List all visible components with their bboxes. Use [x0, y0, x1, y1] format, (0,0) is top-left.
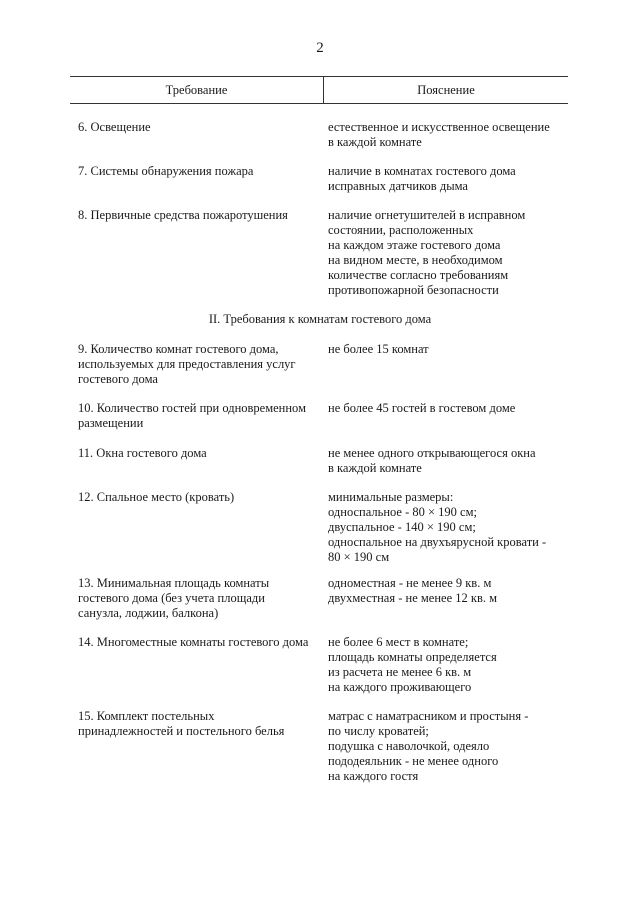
explanation-line: состоянии, расположенных [328, 223, 474, 237]
requirement-cell [78, 342, 328, 387]
explanation-line: пододеяльник - не менее одного [328, 754, 499, 768]
page-number: 2 [316, 40, 324, 56]
explanation-line: 80 × 190 см [328, 550, 390, 564]
requirement-cell [78, 576, 328, 621]
table-row [78, 120, 568, 150]
requirement-cell [78, 709, 328, 784]
explanation-line: не менее одного открывающегося окна [328, 446, 536, 460]
explanation-cell [328, 342, 568, 387]
explanation-line: противопожарной безопасности [328, 283, 499, 297]
requirement-line: размещении [78, 416, 144, 430]
explanation-cell [328, 401, 568, 431]
table-row [78, 164, 568, 194]
explanation-line: по числу кроватей; [328, 724, 429, 738]
explanation-line: количестве согласно требованиям [328, 268, 509, 282]
explanation-line: минимальные размеры: [328, 490, 454, 504]
table-row [78, 342, 568, 387]
explanation-cell [328, 490, 568, 565]
requirement-cell [78, 446, 328, 476]
requirement-cell [78, 490, 328, 565]
table-header [70, 76, 568, 104]
requirement-cell [78, 401, 328, 431]
explanation-line: на каждом этаже гостевого дома [328, 238, 501, 252]
explanation-cell [328, 446, 568, 476]
requirement-cell [78, 120, 328, 150]
explanation-line: наличие в комнатах гостевого дома [328, 164, 516, 178]
explanation-line: двуспальное - 140 × 190 см; [328, 520, 476, 534]
explanation-cell [328, 120, 568, 150]
explanation-line: не более 45 гостей в гостевом доме [328, 401, 516, 415]
requirement-line: гостевого дома [78, 372, 158, 386]
table-row [78, 401, 568, 431]
explanation-line: двухместная - не менее 12 кв. м [328, 591, 498, 605]
table-row [78, 635, 568, 695]
explanation-line: односпальное на двухъярусной кровати - [328, 535, 547, 549]
table-row [78, 709, 568, 784]
table-row [78, 576, 568, 621]
explanation-line: на видном месте, в необходимом [328, 253, 503, 267]
explanation-line: площадь комнаты определяется [328, 650, 497, 664]
requirement-line: используемых для предоставления услуг [78, 357, 296, 371]
requirement-line: гостевого дома (без учета площади [78, 591, 265, 605]
explanation-line: из расчета не менее 6 кв. м [328, 665, 472, 679]
requirement-line: 8. Первичные средства пожаротушения [78, 208, 288, 222]
section-title: II. Требования к комнатам гостевого дома [208, 312, 432, 326]
explanation-line: в каждой комнате [328, 461, 422, 475]
requirement-cell [78, 635, 328, 695]
explanation-line: подушка с наволочкой, одеяло [328, 739, 490, 753]
explanation-line: естественное и искусственное освещение [328, 120, 550, 134]
requirement-line: 7. Системы обнаружения пожара [78, 164, 254, 178]
explanation-cell [328, 635, 568, 695]
explanation-cell [328, 709, 568, 784]
explanation-line: на каждого гостя [328, 769, 419, 783]
table-row [78, 490, 568, 565]
requirement-cell [78, 208, 328, 298]
table-row [78, 446, 568, 476]
header-explanation: Пояснение [417, 83, 475, 97]
explanation-line: в каждой комнате [328, 135, 422, 149]
explanation-line: односпальное - 80 × 190 см; [328, 505, 477, 519]
explanation-line: матрас с наматрасником и простыня - [328, 709, 529, 723]
explanation-line: на каждого проживающего [328, 680, 472, 694]
requirement-line: санузла, лоджии, балкона) [78, 606, 219, 620]
requirement-line: 11. Окна гостевого дома [78, 446, 207, 460]
header-requirement: Требование [70, 77, 324, 103]
requirement-line: 15. Комплект постельных [78, 709, 215, 723]
explanation-line: исправных датчиков дыма [328, 179, 468, 193]
explanation-line: не более 6 мест в комнате; [328, 635, 469, 649]
requirement-line: 13. Минимальная площадь комнаты [78, 576, 270, 590]
explanation-cell [328, 164, 568, 194]
requirement-line: 10. Количество гостей при одновременном [78, 401, 306, 415]
requirement-line: 9. Количество комнат гостевого дома, [78, 342, 279, 356]
explanation-line: одноместная - не менее 9 кв. м [328, 576, 492, 590]
explanation-line: не более 15 комнат [328, 342, 429, 356]
requirement-cell [78, 164, 328, 194]
requirement-line: принадлежностей и постельного белья [78, 724, 285, 738]
explanation-cell [328, 208, 568, 298]
requirement-line: 12. Спальное место (кровать) [78, 490, 235, 504]
requirement-line: 6. Освещение [78, 120, 151, 134]
explanation-line: наличие огнетушителей в исправном [328, 208, 526, 222]
explanation-cell [328, 576, 568, 621]
requirement-line: 14. Многоместные комнаты гостевого дома [78, 635, 309, 649]
table-row [78, 208, 568, 298]
